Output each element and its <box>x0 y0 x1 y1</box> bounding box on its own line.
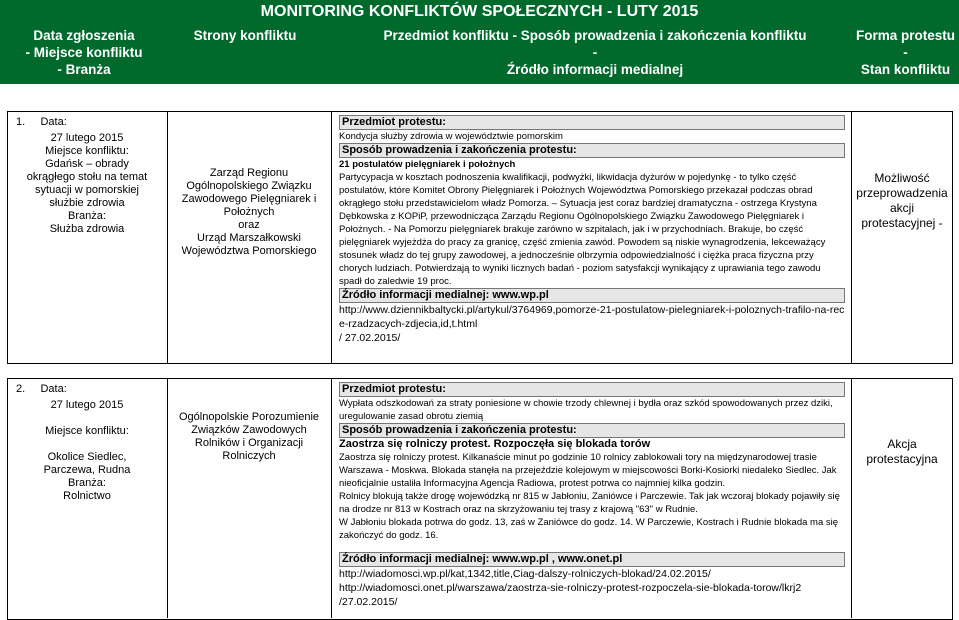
row2-date-cell: 2. Data: 27 lutego 2015 Miejsce konfliktu: Okolice Siedlec, Parczewa, Rudna Branża: Rolnictwo <box>8 383 166 503</box>
header-col-parties: Strony konfliktu <box>193 28 297 43</box>
row1-branch: Służba zdrowia <box>49 223 125 235</box>
source-link[interactable]: http://www.dziennikbaltycki.pl/artykul/3764969,pomorze-21-postulatow-pielegniarek-i-poloznych-trafilo-na-rece-rzadzacych-zdjecia,id,t.html <box>339 304 845 330</box>
source-label: Źródło informacji medialnej: www.wp.pl , www.onet.pl <box>339 552 845 567</box>
page-title: MONITORING KONFLIKTÓW SPOŁECZNYCH - LUTY 2015 <box>260 3 699 20</box>
row1-date-cell: 1. Data: 27 lutego 2015 Miejsce konfliktu: Gdańsk – obrady okrągłego stołu na temat sytuacji w pomorskiej służbie zdrowia Branża: Służba zdrowia <box>8 116 166 236</box>
table-header <box>0 0 959 84</box>
header-col-date: Data zgłoszenia - Miejsce konfliktu - Branża <box>25 28 143 77</box>
header-col-subject: Przedmiot konfliktu - Sposób prowadzenia i zakończenia konfliktu - Źródło informacji medialnej <box>383 28 807 77</box>
source-label: Źródło informacji medialnej: www.wp.pl <box>339 288 845 303</box>
row1-parties: Zarząd Regionu Ogólnopolskiego Związku Zawodowego Pielęgniarek i Położnych oraz Urząd Marszałkowski Województwa Pomorskiego <box>181 167 317 257</box>
source-link[interactable]: http://wiadomosci.wp.pl/kat,1342,title,Ciag-dalszy-rolniczych-blokad/24.02.2015/ <box>339 568 711 580</box>
method-label: Sposób prowadzenia i zakończenia protestu: <box>339 143 845 158</box>
row2-date: 27 lutego 2015 <box>50 399 124 411</box>
subject-label: Przedmiot protestu: <box>339 115 845 130</box>
row1-form: Możliwość przeprowadzenia akcji protestacyjnej - <box>856 171 948 230</box>
row2-subject-cell: Przedmiot protestu: Wypłata odszkodowań za straty poniesione w chowie trzody chlewnej i bydła oraz szkód spowodowanych przez dziki, uregulowanie zasad obrotu ziemią Sposób prowadzenia i zakończenia protestu: Zaostrza się rolniczy protest. Rozpoczęła się blokada torów Zaostrza się rolniczy protest. Kilkanaście minut po godzinie 10 rolnicy zablokowali tory na międzynarodowej trasie Warszawa - Moskwa. Blokada stanęła na przejeździe kolejowym w miejscowości Borki-Kosiorki niedaleko Siedlec. Jak nieoficjalnie ustaliła Informacyjna Agencja Radiowa, protest potrwa co najmniej kilka godzin. Rolnicy blokują także drogę wojewódzką nr 815 w Jabłoniu, Zaniówce i Parczewie. Tak jak wczoraj blokady pojawiły się na drodze nr 813 w Kostrach oraz na skrzyżowaniu tej trasy z krajową "63" w Rudnie. W Jabłoniu blokada potrwa do godz. 13, zaś w Zaniówce do godz. 14. W Parczewie, Kostrach i Rudnie blokada ma się zakończyć do godz. 16. Źródło informacji medialnej: www.wp.pl , www.onet.pl http://wiadomosci.wp.pl/kat,1342,title,Ciag-dalszy-rolniczych-blokad/24.02.2015/ http://wiadomosci.onet.pl/warszawa/zaostrza-sie-rolniczy-protest-rozpoczela-sie-blokada-torow/lkrj2 /27.02.2015/ <box>339 382 845 609</box>
row2-parties: Ogólnopolskie Porozumienie Związków Zawodowych Rolników i Organizacji Rolniczych <box>178 411 320 462</box>
source-link[interactable]: http://wiadomosci.onet.pl/warszawa/zaostrza-sie-rolniczy-protest-rozpoczela-sie-blokada-torow/lkrj2 <box>339 582 802 594</box>
row1-date: 27 lutego 2015 <box>50 132 124 144</box>
row2-branch: Rolnictwo <box>63 490 111 502</box>
row1-place: Gdańsk – obrady okrągłego stołu na temat sytuacji w pomorskiej służbie zdrowia <box>26 158 148 209</box>
row2-place: Okolice Siedlec, Parczewa, Rudna <box>43 451 131 476</box>
header-col-form: Forma protestu - Stan konfliktu <box>855 28 955 77</box>
method-label: Sposób prowadzenia i zakończenia protestu: <box>339 423 845 438</box>
subject-label: Przedmiot protestu: <box>339 382 845 397</box>
row1-subject-cell: Przedmiot protestu: Kondycja służby zdrowia w województwie pomorskim Sposób prowadzenia i zakończenia protestu: 21 postulatów pielęgniarek i położnych Partycypacja w kosztach podnoszenia kwalifikacji, podwyżki, likwidacja dyżurów w pojedynkę - to tylko część postulatów, które Komitet Obrony Pielęgniarek i Położnych Województwa Pomorskiego przekazał podczas obrad okrągłego stołu przedstawicielom władz Pomorza. – Sytuacja jest coraz bardziej dramatyczna - ostrzega Krystyna Dębkowska z KOPiP, przewodnicząca Zarządu Regionu Ogólnopolskiego Związku Zawodowego Pielęgniarek i Położnych. - Na Pomorzu pielęgniarek brakuje zarówno w szpitalach, jak i w przychodniach. Brakuje, bo część pielęgniarek wyjeżdża do pracy za granicę, część zmienia zawód. Powodem są niskie wynagrodzenia, lekceważący stosunek władz do tej grupy zawodowej, a jednocześnie olbrzymia odpowiedzialność i ciężka praca fizyczna przy chorych ludziach. Potwierdzają to wyniki licznych badań - poziom satysfakcji wynikający z uprawiania tego zawodu spadł do zaledwie 19 proc. Źródło informacji medialnej: www.wp.pl http://www.dziennikbaltycki.pl/artykul/3764969,pomorze-21-postulatow-pielegniarek-i-poloznych-trafilo-na-rece-rzadzacych-zdjecia,id,t.html / 27.02.2015/ <box>339 116 845 344</box>
row2-form: Akcja protestacyjna <box>866 437 938 466</box>
